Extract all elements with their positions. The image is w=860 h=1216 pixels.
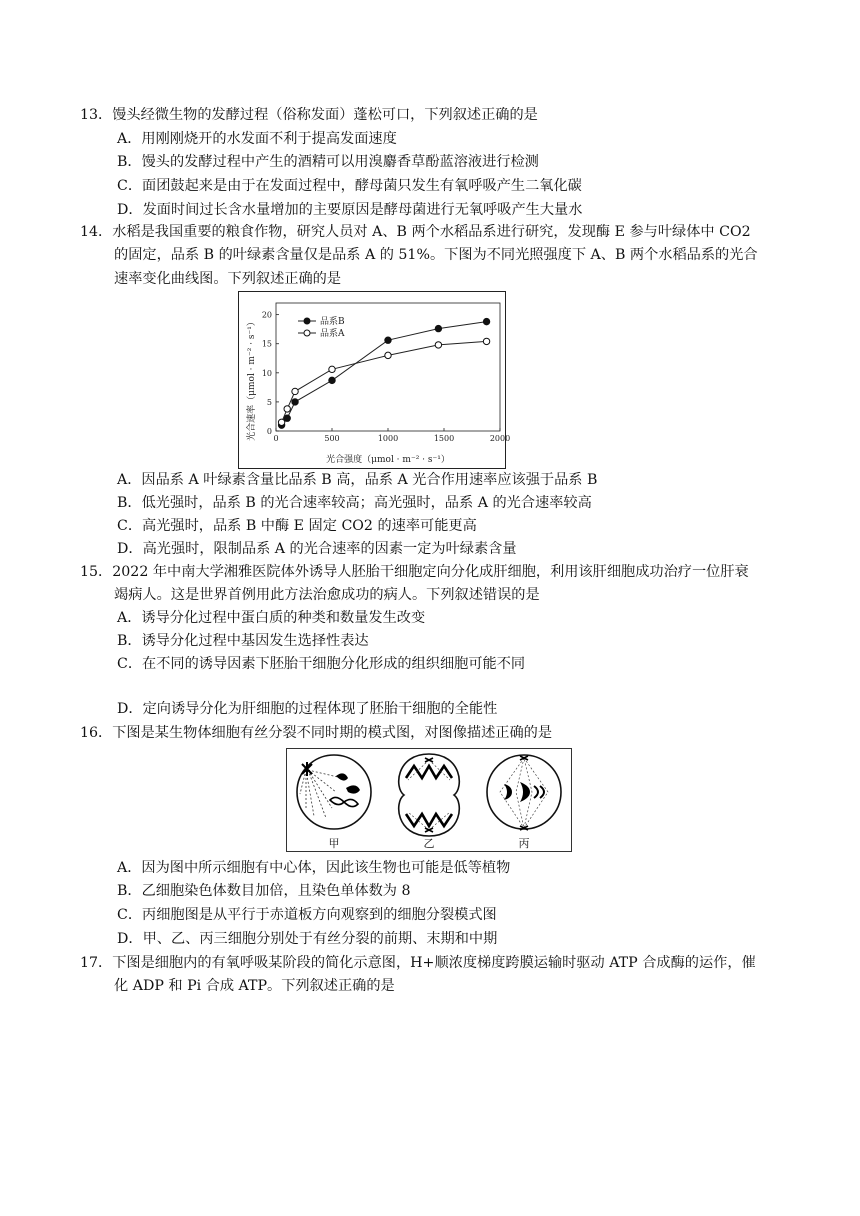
cell-label-yi: 乙 bbox=[423, 837, 435, 850]
q16-option-a: A．因为图中所示细胞有中心体，因此该生物也可能是低等植物 bbox=[117, 860, 511, 876]
q15-stem-line2: 竭病人。这是世界首例用此方法治愈成功的病人。下列叙述错误的是 bbox=[114, 587, 540, 603]
q13-option-a: A．用刚刚烧开的水发面不利于提高发面速度 bbox=[117, 131, 397, 147]
q14-option-d: D．高光强时，限制品系 A 的光合速率的因素一定为叶绿素含量 bbox=[117, 541, 517, 557]
q13-stem: 13．馒头经微生物的发酵过程（俗称发面）蓬松可口，下列叙述正确的是 bbox=[80, 107, 538, 123]
data-point-b bbox=[435, 325, 441, 331]
data-point-a bbox=[284, 406, 290, 412]
data-point-a bbox=[329, 366, 335, 372]
q16-option-b: B．乙细胞染色体数目加倍，且染色单体数为 8 bbox=[117, 883, 411, 899]
x-tick-label: 1000 bbox=[377, 434, 399, 443]
mitosis-cells-figure bbox=[286, 748, 572, 852]
q16-stem: 16．下图是某生物体细胞有丝分裂不同时期的模式图，对图像描述正确的是 bbox=[80, 725, 553, 741]
legend-marker bbox=[304, 318, 310, 324]
q16-option-c: C．丙细胞图是从平行于赤道板方向观察到的细胞分裂模式图 bbox=[117, 907, 497, 923]
data-point-b bbox=[284, 415, 290, 421]
data-point-b bbox=[292, 399, 298, 405]
legend-marker bbox=[304, 330, 310, 336]
data-point-a bbox=[483, 338, 489, 344]
x-tick-label: 1500 bbox=[433, 434, 455, 443]
q17-stem-line1: 17．下图是细胞内的有氧呼吸某阶段的简化示意图，H+顺浓度梯度跨膜运输时驱动 ATP 合成酶的运作，催 bbox=[80, 955, 756, 971]
data-point-b bbox=[329, 377, 335, 383]
cell-label-bing: 丙 bbox=[518, 837, 530, 850]
q14-stem-line2: 的固定，品系 B 的叶绿素含量仅是品系 A 的 51%。下图为不同光照强度下 A、B 两个水稻品系的光合 bbox=[114, 247, 758, 263]
x-tick-label: 500 bbox=[324, 434, 340, 443]
x-tick-label: 2000 bbox=[489, 434, 511, 443]
q14-option-b: B．低光强时，品系 B 的光合速率较高；高光强时，品系 A 的光合速率较高 bbox=[117, 495, 592, 511]
q15-option-b: B．诱导分化过程中基因发生选择性表达 bbox=[117, 633, 369, 649]
q15-stem-line1: 15．2022 年中南大学湘雅医院体外诱导人胚胎干细胞定向分化成肝细胞，利用该肝细胞成功治疗一位肝衰 bbox=[80, 564, 749, 580]
y-tick-label: 0 bbox=[266, 427, 272, 436]
legend-label: 品系B bbox=[320, 317, 345, 327]
data-point-b bbox=[483, 318, 489, 324]
y-tick-label: 20 bbox=[261, 310, 272, 320]
legend-label: 品系A bbox=[320, 329, 345, 339]
x-tick-label: 0 bbox=[273, 434, 279, 443]
y-axis-label: 光合速率（μmol · m⁻² · s⁻¹） bbox=[247, 317, 257, 441]
y-tick-label: 5 bbox=[266, 397, 272, 407]
q14-option-c: C．高光强时，品系 B 中酶 E 固定 CO2 的速率可能更高 bbox=[117, 518, 477, 534]
y-tick-label: 15 bbox=[261, 339, 272, 349]
q14-option-a: A．因品系 A 叶绿素含量比品系 B 高，品系 A 光合作用速率应该强于品系 B bbox=[117, 472, 598, 488]
q13-option-c: C．面团鼓起来是由于在发面过程中，酵母菌只发生有氧呼吸产生二氧化碳 bbox=[117, 178, 582, 194]
q15-option-d: D．定向诱导分化为肝细胞的过程体现了胚胎干细胞的全能性 bbox=[117, 701, 498, 717]
data-point-a bbox=[292, 388, 298, 394]
data-point-b bbox=[385, 337, 391, 343]
y-tick-label: 10 bbox=[261, 368, 272, 378]
x-axis-label: 光合强度（μmol · m⁻² · s⁻¹） bbox=[326, 455, 450, 465]
q13-option-d: D．发面时间过长含水量增加的主要原因是酵母菌进行无氧呼吸产生大量水 bbox=[117, 202, 583, 218]
q17-stem-line2: 化 ADP 和 Pi 合成 ATP。下列叙述正确的是 bbox=[114, 978, 395, 994]
q14-stem-line1: 14．水稻是我国重要的粮食作物，研究人员对 A、B 两个水稻品系进行研究，发现酶 E 参与叶绿体中 CO2 bbox=[80, 224, 751, 240]
data-point-a bbox=[278, 419, 284, 425]
data-point-a bbox=[435, 342, 441, 348]
data-point-a bbox=[385, 352, 391, 358]
photosynthesis-rate-chart bbox=[238, 291, 511, 469]
q13-option-b: B．馒头的发酵过程中产生的酒精可以用溴麝香草酚蓝溶液进行检测 bbox=[117, 154, 539, 170]
q16-option-d: D．甲、乙、丙三细胞分别处于有丝分裂的前期、末期和中期 bbox=[117, 931, 498, 947]
q14-stem-line3: 速率变化曲线图。下列叙述正确的是 bbox=[114, 271, 342, 287]
q15-option-c: C．在不同的诱导因素下胚胎干细胞分化形成的组织细胞可能不同 bbox=[117, 656, 526, 672]
q15-option-a: A．诱导分化过程中蛋白质的种类和数量发生改变 bbox=[117, 610, 426, 626]
cell-label-jia: 甲 bbox=[328, 837, 340, 850]
